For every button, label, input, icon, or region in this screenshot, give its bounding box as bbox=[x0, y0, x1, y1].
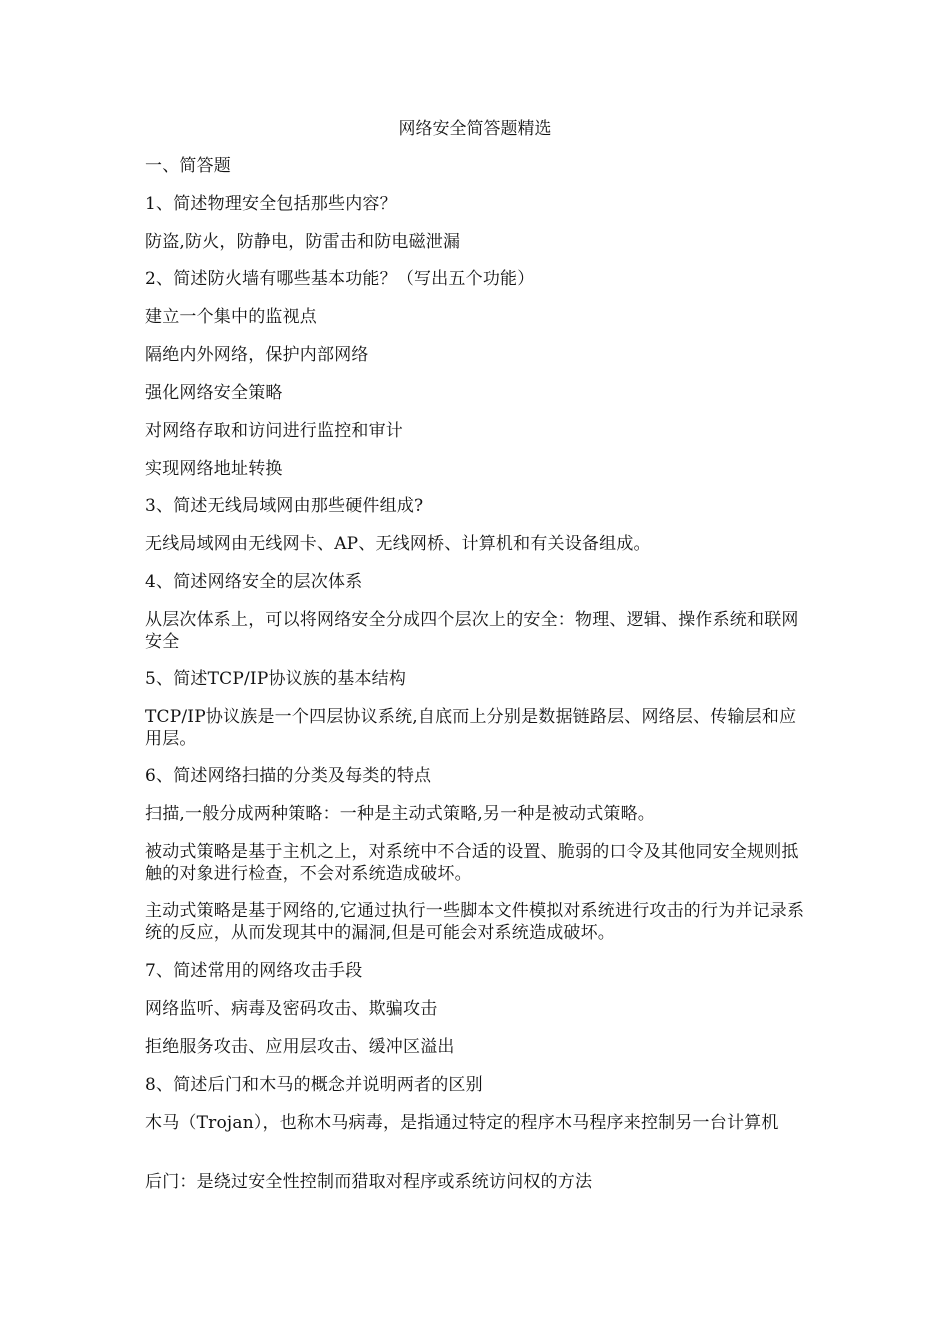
answer-2-1: 建立一个集中的监视点 bbox=[145, 307, 317, 327]
question-3: 3、简述无线局域网由那些硬件组成? bbox=[145, 496, 424, 516]
answer-8-1: 木马（Trojan），也称木马病毒，是指通过特定的程序木马程序来控制另一台计算机 bbox=[145, 1113, 779, 1133]
answer-8-2: 后门：是绕过安全性控制而猎取对程序或系统访问权的方法 bbox=[145, 1172, 593, 1192]
question-4: 4、简述网络安全的层次体系 bbox=[145, 572, 363, 592]
document-title: 网络安全简答题精选 bbox=[398, 119, 552, 139]
answer-7-1: 网络监听、病毒及密码攻击、欺骗攻击 bbox=[145, 999, 438, 1019]
answer-2-3: 强化网络安全策略 bbox=[145, 383, 283, 403]
section-heading: 一、简答题 bbox=[145, 156, 231, 176]
answer-5-1: TCP/IP协议族是一个四层协议系统,自底而上分别是数据链路层、网络层、传输层和应用层。 bbox=[145, 707, 797, 749]
question-5: 5、简述TCP/IP协议族的基本结构 bbox=[145, 669, 407, 689]
answer-7-2: 拒绝服务攻击、应用层攻击、缓冲区溢出 bbox=[145, 1037, 455, 1057]
answer-6-1: 扫描,一般分成两种策略：一种是主动式策略,另一种是被动式策略。 bbox=[145, 804, 656, 824]
question-8: 8、简述后门和木马的概念并说明两者的区别 bbox=[145, 1075, 483, 1095]
question-2: 2、简述防火墙有哪些基本功能？（写出五个功能） bbox=[145, 269, 535, 289]
answer-6-2: 被动式策略是基于主机之上，对系统中不合适的设置、脆弱的口令及其他同安全规则抵触的对象进行检查，不会对系统造成破坏。 bbox=[145, 842, 799, 884]
answer-3-1: 无线局域网由无线网卡、AP、无线网桥、计算机和有关设备组成。 bbox=[145, 534, 651, 554]
question-7: 7、简述常用的网络攻击手段 bbox=[145, 961, 363, 981]
answer-4-1: 从层次体系上，可以将网络安全分成四个层次上的安全：物理、逻辑、操作系统和联网安全 bbox=[145, 610, 799, 652]
question-1: 1、简述物理安全包括那些内容？ bbox=[145, 194, 397, 214]
question-6: 6、简述网络扫描的分类及每类的特点 bbox=[145, 766, 432, 786]
answer-2-2: 隔绝内外网络，保护内部网络 bbox=[145, 345, 369, 365]
answer-6-3: 主动式策略是基于网络的,它通过执行一些脚本文件模拟对系统进行攻击的行为并记录系统的反应，从而发现其中的漏洞,但是可能会对系统造成破坏。 bbox=[145, 901, 805, 943]
answer-2-5: 实现网络地址转换 bbox=[145, 459, 283, 479]
answer-1-1: 防盗,防火，防静电，防雷击和防电磁泄漏 bbox=[145, 232, 461, 252]
answer-2-4: 对网络存取和访问进行监控和审计 bbox=[145, 421, 403, 441]
